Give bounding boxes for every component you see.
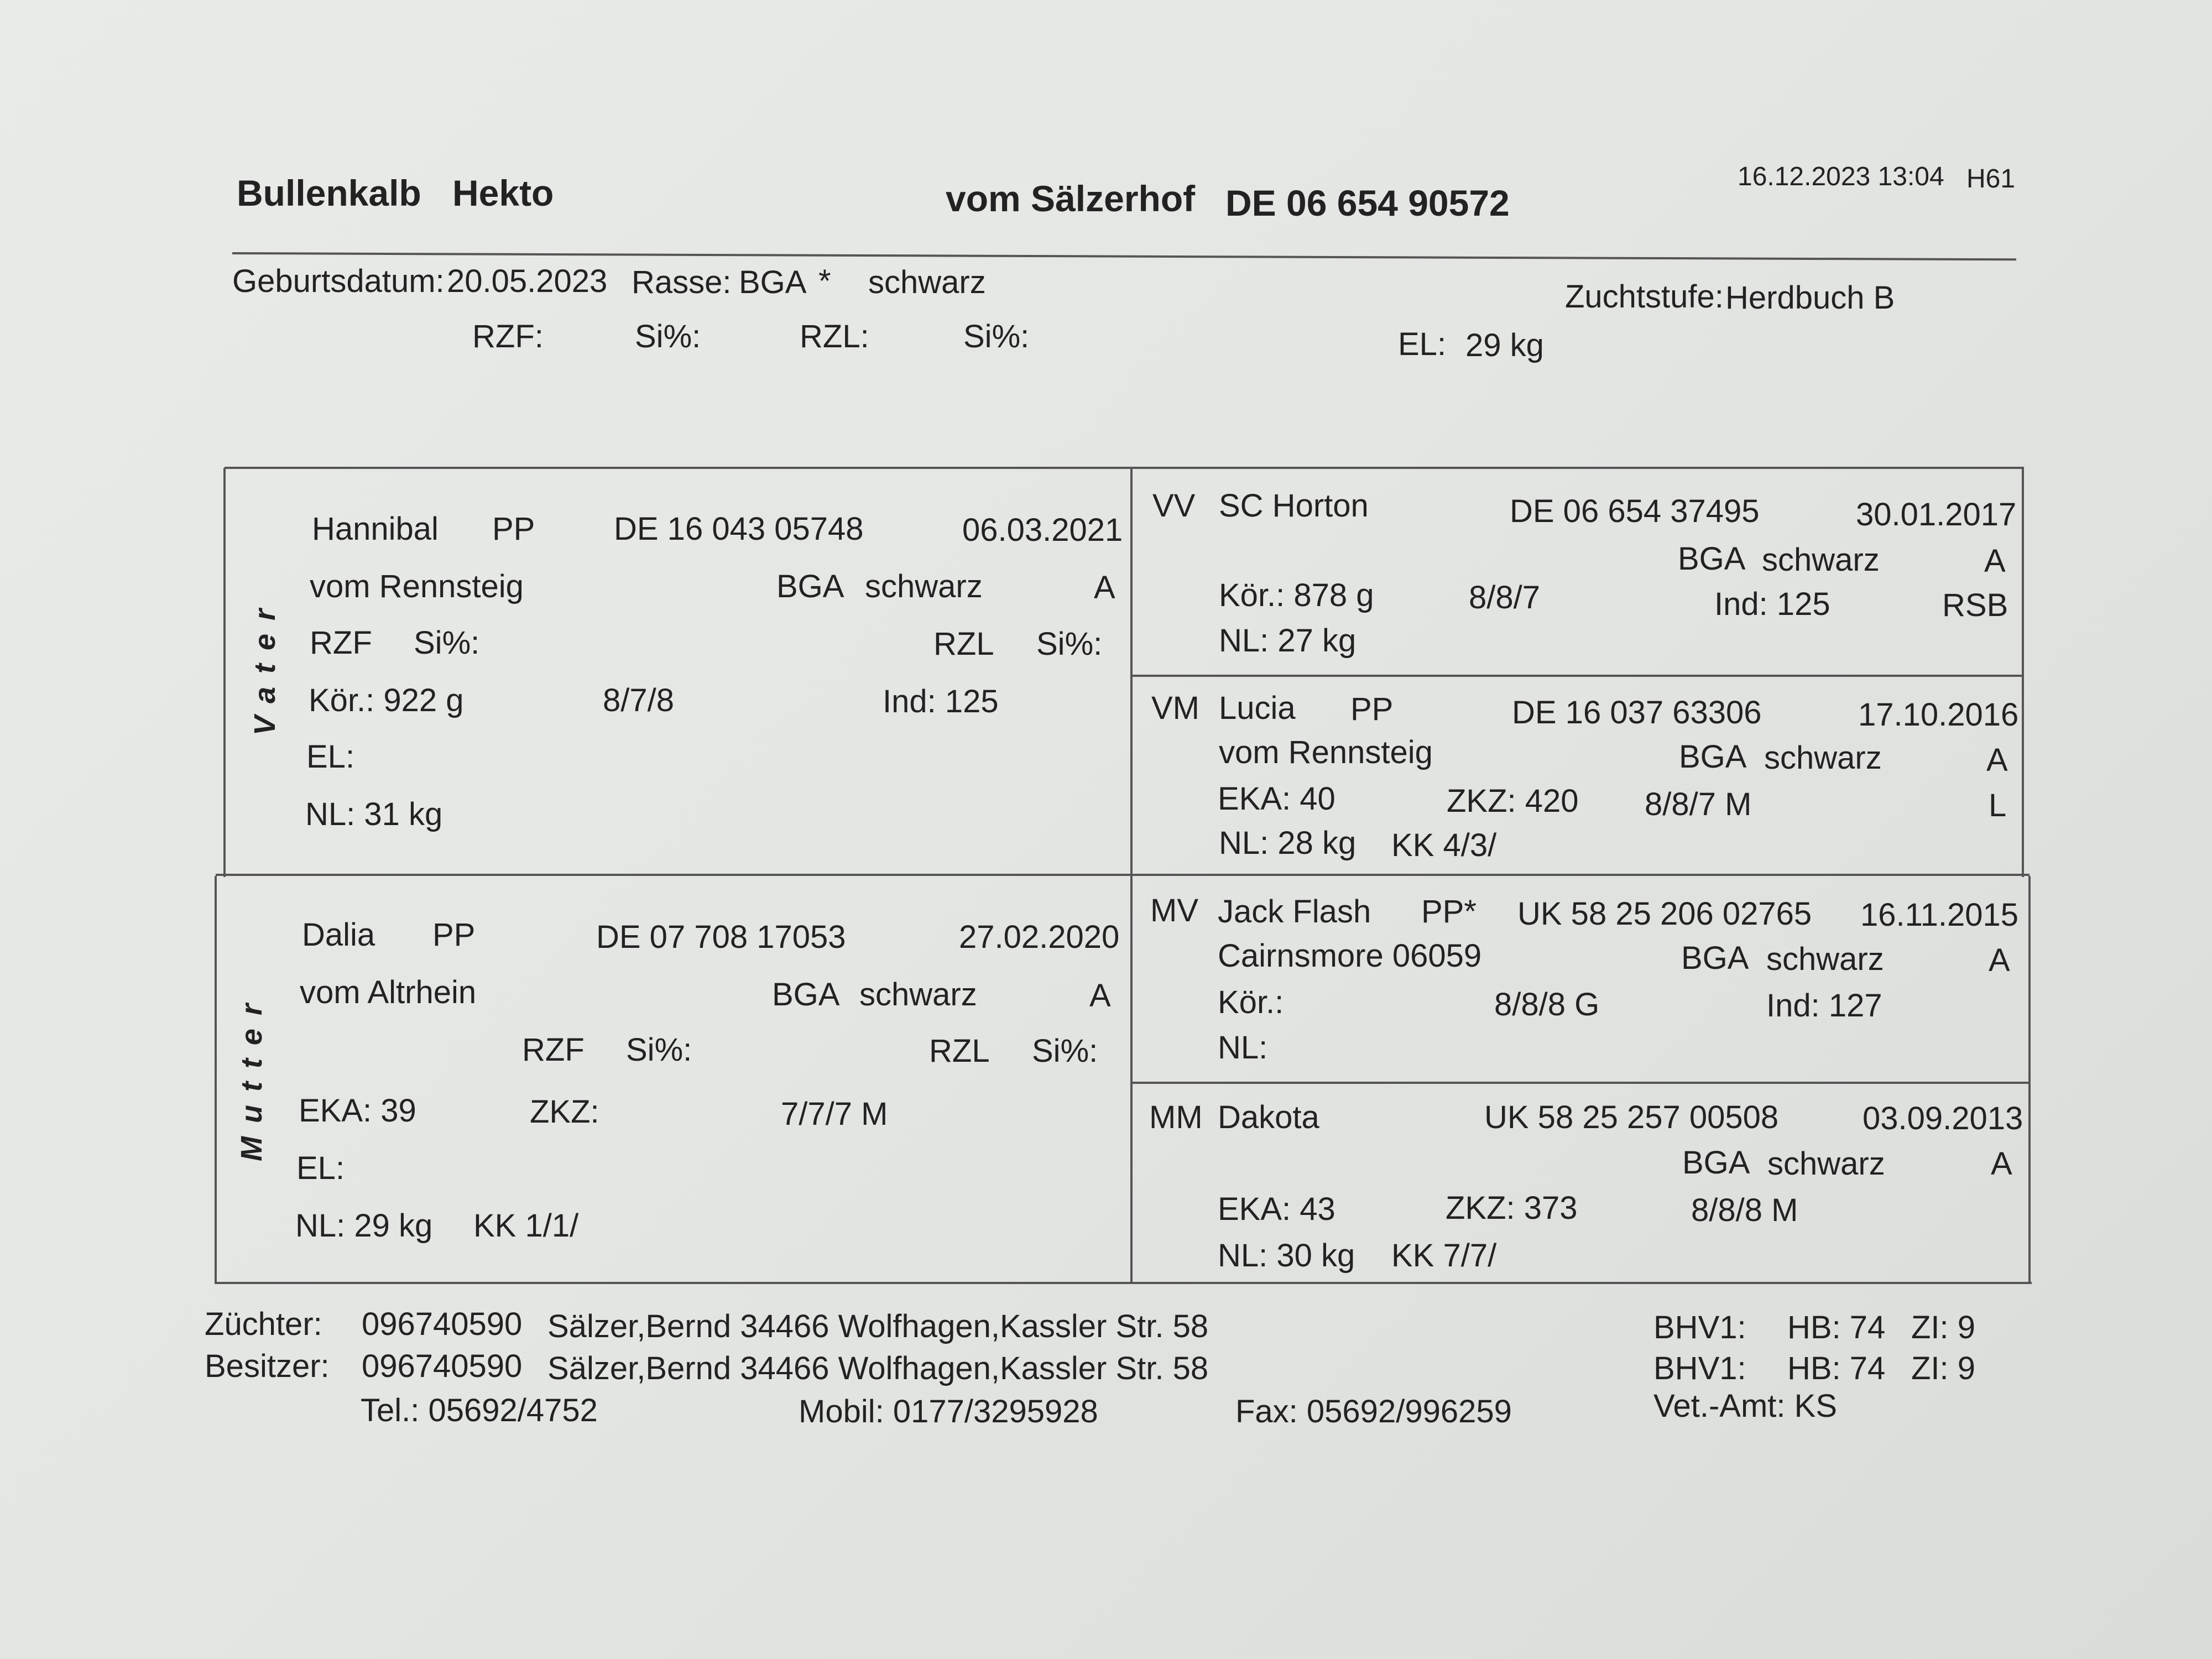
vater-pp: PP	[492, 511, 535, 547]
breed-star: *	[818, 263, 831, 299]
zuechter-number: 096740590	[362, 1306, 523, 1342]
mutter-si2: Si%:	[1032, 1033, 1098, 1069]
mutter-date: 27.02.2020	[959, 919, 1120, 955]
el-label: EL:	[1398, 326, 1447, 362]
vm-origin: vom Rennsteig	[1219, 734, 1433, 770]
birth-date: 20.05.2023	[447, 263, 608, 299]
mutter-rzl: RZL	[929, 1033, 990, 1069]
vm-nl: NL: 28 kg	[1219, 825, 1357, 861]
grid-left-border-lower	[215, 876, 217, 1283]
mm-name: Dakota	[1218, 1099, 1319, 1135]
vv-extra: RSB	[1942, 587, 2008, 623]
mutter-kk: KK 1/1/	[473, 1208, 579, 1244]
si-label-1: Si%:	[635, 319, 701, 354]
vm-zkz: ZKZ: 420	[1447, 783, 1579, 819]
mv-origin: Cairnsmore 06059	[1218, 938, 1482, 974]
hb-a: HB: 74	[1787, 1310, 1886, 1345]
vm-name: Lucia	[1219, 690, 1296, 726]
mutter-eka: EKA: 39	[299, 1093, 416, 1129]
grid-mv-mm-divider	[1131, 1082, 2030, 1084]
mv-score: 8/8/8 G	[1494, 987, 1600, 1022]
zi-a: ZI: 9	[1911, 1310, 1976, 1345]
vm-score: 8/8/7 M	[1645, 786, 1752, 822]
zi-b: ZI: 9	[1911, 1350, 1976, 1386]
mv-breed: BGA	[1681, 940, 1749, 976]
grid-top-border	[225, 467, 2024, 469]
mv-name: Jack Flash	[1218, 894, 1371, 930]
besitzer-number: 096740590	[362, 1348, 523, 1384]
mv-id: UK 58 25 206 02765	[1517, 896, 1812, 932]
mm-breed: BGA	[1682, 1145, 1750, 1181]
mv-date: 16.11.2015	[1860, 897, 2018, 933]
si-label-2: Si%:	[963, 319, 1030, 354]
animal-kind: Bullenkalb	[237, 173, 421, 213]
mm-zkz: ZKZ: 373	[1446, 1190, 1578, 1226]
vater-date: 06.03.2021	[962, 512, 1123, 548]
mm-kk: KK 7/7/	[1391, 1238, 1497, 1274]
doc-code: H61	[1966, 164, 2016, 194]
vater-si2: Si%:	[1036, 626, 1103, 662]
vm-color: schwarz	[1764, 740, 1882, 776]
vater-kor: Kör.: 922 g	[309, 682, 464, 718]
mv-nl: NL:	[1218, 1030, 1268, 1066]
vater-nl: NL: 31 kg	[305, 796, 443, 832]
mutter-grade: A	[1089, 978, 1111, 1014]
vater-grade: A	[1094, 570, 1115, 606]
grid-vv-vm-divider	[1131, 675, 2023, 677]
vater-rzf: RZF	[310, 625, 372, 661]
ear-tag: DE 06 654 90572	[1225, 182, 1510, 223]
vv-nl: NL: 27 kg	[1219, 623, 1357, 659]
grid-right-border-lower	[2028, 876, 2031, 1283]
zuechter-address: Sälzer,Bernd 34466 Wolfhagen,Kassler Str. 58	[547, 1308, 1209, 1344]
zuechter-label: Züchter:	[205, 1306, 322, 1342]
mutter-id: DE 07 708 17053	[596, 919, 846, 955]
vater-rzl: RZL	[933, 626, 994, 662]
vv-ind: Ind: 125	[1714, 586, 1830, 622]
el-value: 29 kg	[1465, 327, 1544, 363]
mm-code: MM	[1149, 1099, 1203, 1135]
vm-id: DE 16 037 63306	[1512, 695, 1762, 731]
vv-score: 8/8/7	[1469, 580, 1540, 615]
vm-eka: EKA: 40	[1218, 781, 1335, 817]
vv-grade: A	[1984, 543, 2006, 579]
mm-eka: EKA: 43	[1218, 1191, 1335, 1227]
vm-pp: PP	[1350, 691, 1394, 727]
mv-kor: Kör.:	[1218, 984, 1284, 1020]
fax: Fax: 05692/996259	[1235, 1394, 1512, 1430]
vv-color: schwarz	[1762, 542, 1880, 578]
mv-pp: PP*	[1421, 894, 1477, 930]
vater-el: EL:	[306, 739, 355, 775]
rzl-label: RZL:	[800, 319, 869, 354]
phone: Tel.: 05692/4752	[361, 1392, 598, 1428]
mutter-breed: BGA	[772, 977, 840, 1013]
vv-code: VV	[1152, 488, 1196, 524]
vv-breed: BGA	[1678, 541, 1746, 577]
vv-id: DE 06 654 37495	[1510, 493, 1760, 529]
mm-date: 03.09.2013	[1863, 1100, 2023, 1136]
animal-name: Hekto	[452, 173, 554, 213]
vm-date: 17.10.2016	[1858, 697, 2019, 733]
grid-right-border-upper	[2022, 468, 2024, 877]
vm-code: VM	[1151, 690, 1199, 726]
vet-amt: Vet.-Amt: KS	[1653, 1388, 1837, 1424]
vm-breed: BGA	[1679, 739, 1747, 775]
mv-grade: A	[1989, 942, 2010, 978]
vv-name: SC Horton	[1219, 488, 1369, 524]
vater-breed: BGA	[776, 568, 844, 604]
grid-mid-divider	[216, 874, 2030, 876]
grid-left-border-upper	[223, 468, 226, 877]
mutter-side-label: Mutter	[235, 990, 268, 1161]
mv-color: schwarz	[1766, 941, 1884, 977]
vv-date: 30.01.2017	[1856, 497, 2017, 533]
vater-ind: Ind: 125	[883, 684, 999, 719]
print-datetime: 16.12.2023 13:04	[1738, 162, 1944, 191]
color-value: schwarz	[868, 264, 986, 300]
birth-label: Geburtsdatum:	[232, 263, 445, 299]
mutter-score: 7/7/7 M	[781, 1096, 888, 1132]
mutter-origin: vom Altrhein	[300, 974, 477, 1010]
mv-code: MV	[1150, 893, 1198, 928]
mutter-nl: NL: 29 kg	[295, 1208, 433, 1244]
vv-kor: Kör.: 878 g	[1219, 577, 1374, 613]
mutter-rzf: RZF	[522, 1032, 585, 1068]
mm-color: schwarz	[1767, 1146, 1885, 1182]
header-rule	[232, 252, 2016, 260]
mutter-pp: PP	[432, 917, 476, 953]
grid-bottom-border	[215, 1282, 2032, 1284]
vater-score: 8/7/8	[603, 682, 674, 718]
farm-name: vom Sälzerhof	[946, 178, 1196, 219]
vater-side-label: Vater	[248, 595, 281, 735]
zucht-value: Herdbuch B	[1725, 280, 1895, 316]
vm-grade: A	[1986, 742, 2008, 778]
zucht-label: Zuchtstufe:	[1565, 279, 1724, 315]
mm-grade: A	[1991, 1146, 2012, 1182]
hb-b: HB: 74	[1787, 1350, 1886, 1386]
vater-id: DE 16 043 05748	[614, 511, 864, 547]
vater-color: schwarz	[865, 568, 983, 604]
vm-extra: L	[1989, 787, 2007, 823]
vater-name: Hannibal	[312, 511, 439, 547]
besitzer-address: Sälzer,Bernd 34466 Wolfhagen,Kassler Str. 58	[547, 1350, 1209, 1386]
mm-score: 8/8/8 M	[1691, 1192, 1798, 1228]
rzf-label: RZF:	[472, 319, 544, 354]
vm-kk: KK 4/3/	[1391, 827, 1497, 863]
bhv1-label-b: BHV1:	[1653, 1350, 1746, 1386]
breed-value: BGA	[739, 264, 807, 300]
bhv1-label-a: BHV1:	[1653, 1310, 1746, 1345]
mobile: Mobil: 0177/3295928	[799, 1394, 1098, 1430]
mutter-zkz: ZKZ:	[530, 1094, 599, 1130]
mutter-si1: Si%:	[626, 1032, 692, 1068]
vater-si1: Si%:	[414, 625, 480, 661]
mutter-el: EL:	[296, 1150, 345, 1186]
besitzer-label: Besitzer:	[205, 1348, 330, 1384]
vater-origin: vom Rennsteig	[310, 568, 524, 604]
mm-id: UK 58 25 257 00508	[1484, 1099, 1779, 1135]
mutter-name: Dalia	[302, 917, 375, 953]
breed-label: Rasse:	[632, 264, 732, 300]
mutter-color: schwarz	[859, 977, 977, 1013]
mm-nl: NL: 30 kg	[1218, 1238, 1355, 1274]
mv-ind: Ind: 127	[1766, 988, 1882, 1024]
